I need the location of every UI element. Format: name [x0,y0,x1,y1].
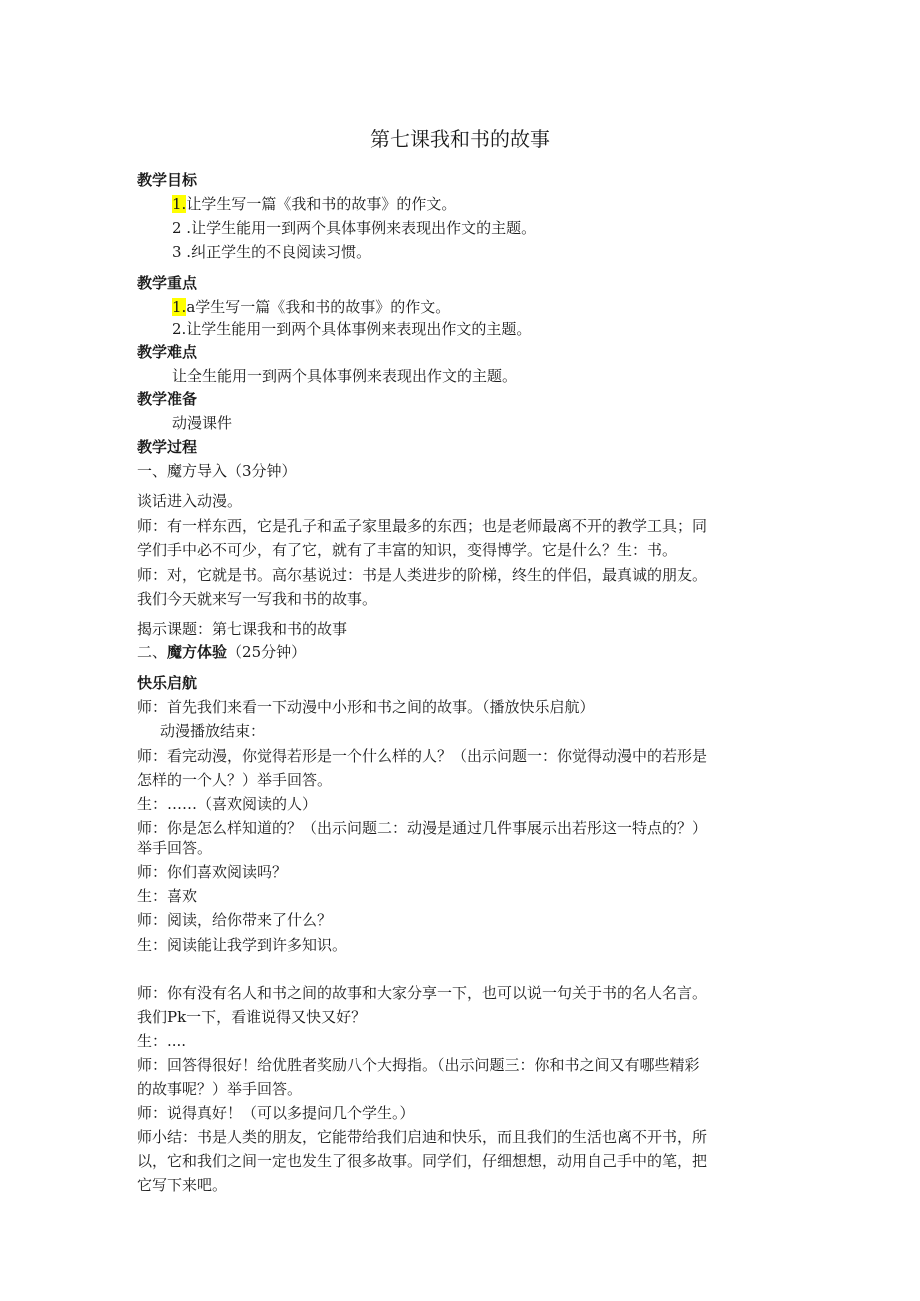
dialogue-line: 它写下来吧。 [137,1176,228,1194]
dialogue-line: 师：阅读，给你带来了什么？ [137,911,333,929]
dialogue-line: 师：你们喜欢阅读吗？ [137,863,288,881]
dialogue-line: 师：你有没有名人和书之间的故事和大家分享一下，也可以说一句关于书的名人名言。 [137,984,708,1002]
dialogue-line: 师：看完动漫，你觉得若形是一个什么样的人？（出示问题一：你觉得动漫中的若形是 [137,747,708,765]
section-2-suffix: （25分钟） [227,643,307,661]
dialogue-line: 生：喜欢 [137,887,198,905]
highlight-marker: 1. [172,195,187,213]
dialogue-line: 举手回答。 [137,839,213,857]
sub-heading: 快乐启航 [137,674,198,692]
dialogue-line: 师：你是怎么样知道的？（出示问题二：动漫是通过几件事展示出若彤这一特点的？） [137,819,708,837]
document-title: 第七课我和书的故事 [370,127,550,151]
section-2-prefix: 二、 [137,643,168,661]
dialogue-line: 怎样的一个人？）举手回答。 [137,771,333,789]
goals-item-2: 2 .让学生能用一到两个具体事例来表现出作文的主题。 [172,219,537,237]
section-2-heading [137,642,306,662]
difficulty-heading: 教学难点 [137,343,198,361]
dialogue-line: 的故事呢？）举手回答。 [137,1080,303,1098]
dialogue-line: 我们Pk一下，看谁说得又快又好？ [137,1008,367,1026]
dialogue-line: 以，它和我们之间一定也发生了很多故事。同学们，仔细想想，动用自己手中的笔，把 [137,1152,708,1170]
key-points-item-2: 2.让学生能用一到两个具体事例来表现出作文的主题。 [172,320,532,338]
goals-item-1-text: 让学生写一篇《我和书的故事》的作文。 [186,195,457,213]
dialogue-line: 师：说得真好！（可以多提问几个学生。） [137,1104,415,1122]
process-heading: 教学过程 [137,438,198,456]
highlight-marker: 1. [172,298,187,316]
paragraph-line: 揭示课题：第七课我和书的故事 [137,620,348,638]
dialogue-line: 生：.... [137,1032,187,1050]
paragraph-line: 师：对，它就是书。高尔基说过：书是人类进步的阶梯，终生的伴侣，最真诚的朋友。 [137,566,708,584]
goals-item-3: 3 .纠正学生的不良阅读习惯。 [172,243,372,261]
section-2-bold: 魔方体验 [167,643,228,661]
key-points-item-1-text: a学生写一篇《我和书的故事》的作文。 [186,298,451,316]
difficulty-text: 让全生能用一到两个具体事例来表现出作文的主题。 [172,367,518,385]
preparation-text: 动漫课件 [172,414,233,432]
goals-item-1 [172,194,456,214]
dialogue-line: 师：首先我们来看一下动漫中小形和书之间的故事。（播放快乐启航） [137,698,595,716]
goals-heading: 教学目标 [137,171,198,189]
dialogue-line: 师小结：书是人类的朋友，它能带给我们启迪和快乐，而且我们的生活也离不开书，所 [137,1128,708,1146]
dialogue-line: 动漫播放结束： [145,722,266,740]
paragraph-line: 我们今天就来写一写我和书的故事。 [137,590,378,608]
paragraph-line: 学们手中必不可少，有了它，就有了丰富的知识，变得博学。它是什么？生：书。 [137,541,678,559]
dialogue-line: 生：阅读能让我学到许多知识。 [137,936,348,954]
dialogue-line: 师：回答得很好！给优胜者奖励八个大拇指。（出示问题三：你和书之间又有哪些精彩 [137,1056,700,1074]
paragraph-line: 谈话进入动漫。 [137,492,243,510]
key-points-item-1 [172,297,450,317]
key-points-heading: 教学重点 [137,274,198,292]
dialogue-line: 生：……（喜欢阅读的人） [137,795,318,813]
paragraph-line: 师：有一样东西，它是孔子和孟子家里最多的东西；也是老师最离不开的教学工具；同 [137,517,708,535]
section-1-heading: 一、魔方导入（3分钟） [137,462,297,480]
preparation-heading: 教学准备 [137,390,198,408]
